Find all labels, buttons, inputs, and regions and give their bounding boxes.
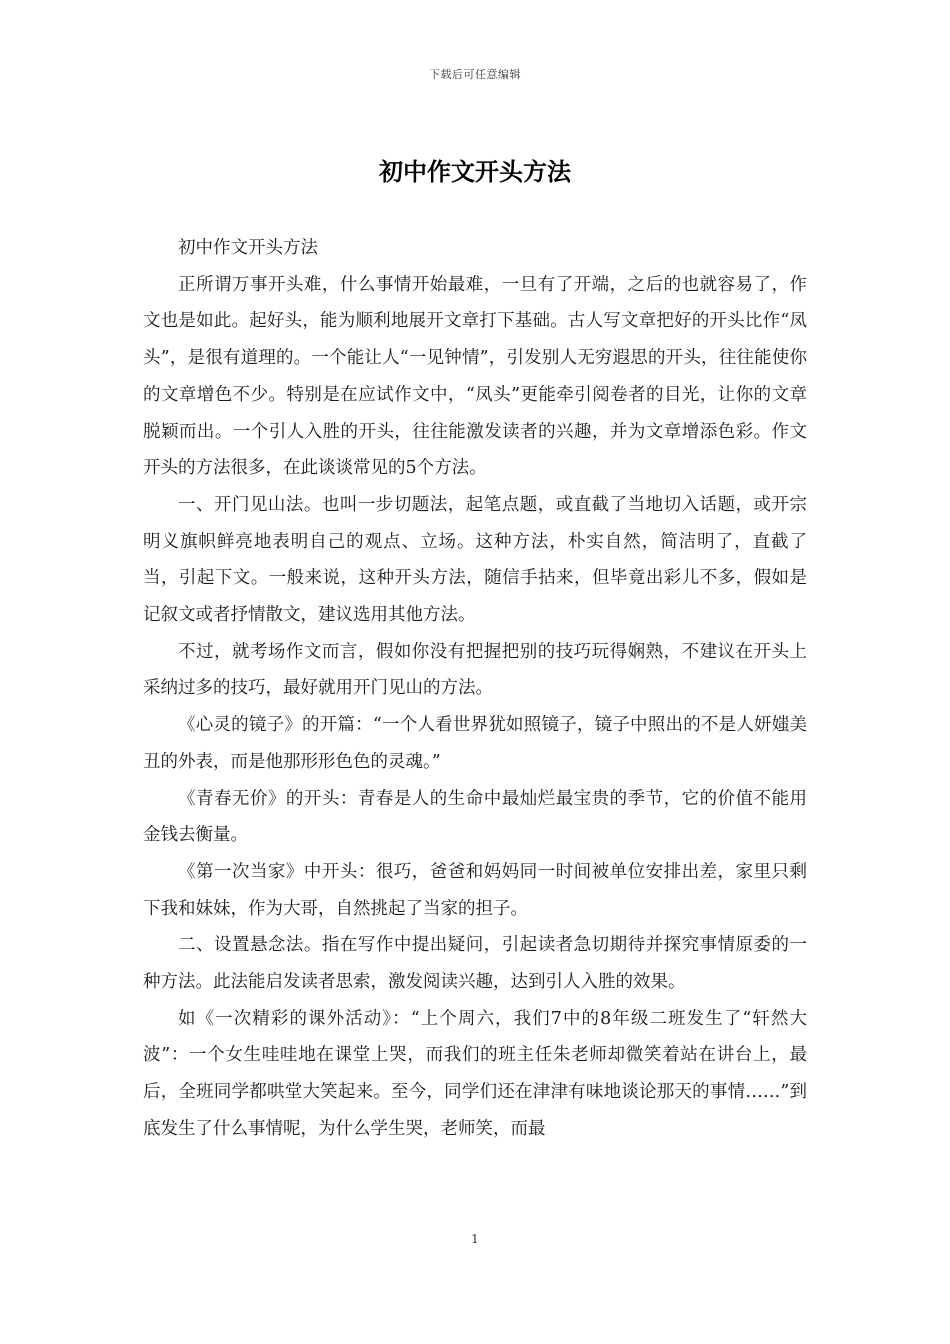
paragraph-intro: 正所谓万事开头难，什么事情开始最难，一旦有了开端，之后的也就容易了，作文也是如此。起好头，能为顺利地展开文章打下基础。古人写文章把好的开头比作“凤头”，是很有道理的。一个能让人“一见钟情”，引发别人无穷遐思的开头，往往能使你的文章增色不少。特别是在应试作文中，“凤头”更能牵引阅卷者的目光，让你的文章脱颖而出。一个引人入胜的开头，往往能激发读者的兴趣，并为文章增添色彩。作文开头的方法很多，在此谈谈常见的5个方法。	[143, 274, 807, 479]
paragraph-example-activity: 如《一次精彩的课外活动》：“上个周六，我们7中的8年级二班发生了“轩然大波”：一个女生哇哇地在课堂上哭，而我们的班主任朱老师却微笑着站在讲台上，最后，全班同学都哄堂大笑起来。至今，同学们还在津津有味地谈论那天的事情……”到底发生了什么事情呢，为什么学生哭，老师笑，而最	[143, 1008, 807, 1139]
paragraph-exam-note: 不过，就考场作文而言，假如你没有把握把别的技巧玩得娴熟，不建议在开头上采纳过多的技巧，最好就用开门见山的方法。	[143, 641, 807, 699]
paragraph-example-mirror: 《心灵的镜子》的开篇：“一个人看世界犹如照镜子，镜子中照出的不是人妍媸美丑的外表，而是他那形形色色的灵魂。”	[143, 715, 807, 772]
header-note: 下载后可任意编辑	[429, 68, 521, 81]
paragraph-example-home: 《第一次当家》中开头：很巧，爸爸和妈妈同一时间被单位安排出差，家里只剩下我和妹妹，作为大哥，自然挑起了当家的担子。	[143, 861, 807, 919]
paragraph-method-two: 二、设置悬念法。指在写作中提出疑问，引起读者急切期待并探究事情原委的一种方法。此法能启发读者思索，激发阅读兴趣，达到引人入胜的效果。	[143, 935, 807, 993]
paragraph-example-youth: 《青春无价》的开头：青春是人的生命中最灿烂最宝贵的季节，它的价值不能用金钱去衡量。	[143, 788, 807, 846]
document-title: 初中作文开头方法	[379, 157, 571, 186]
paragraph-method-one: 一、开门见山法。也叫一步切题法，起笔点题，或直截了当地切入话题，或开宗明义旗帜鲜亮地表明自己的观点、立场。这种方法，朴实自然，简洁明了，直截了当，引起下文。一般来说，这种开头方法，随信手拈来，但毕竟出彩儿不多，假如是记叙文或者抒情散文，建议选用其他方法。	[143, 494, 807, 626]
page-number: 1	[471, 1232, 479, 1246]
document-body	[143, 230, 807, 1148]
paragraph-subtitle: 初中作文开头方法	[178, 238, 318, 258]
